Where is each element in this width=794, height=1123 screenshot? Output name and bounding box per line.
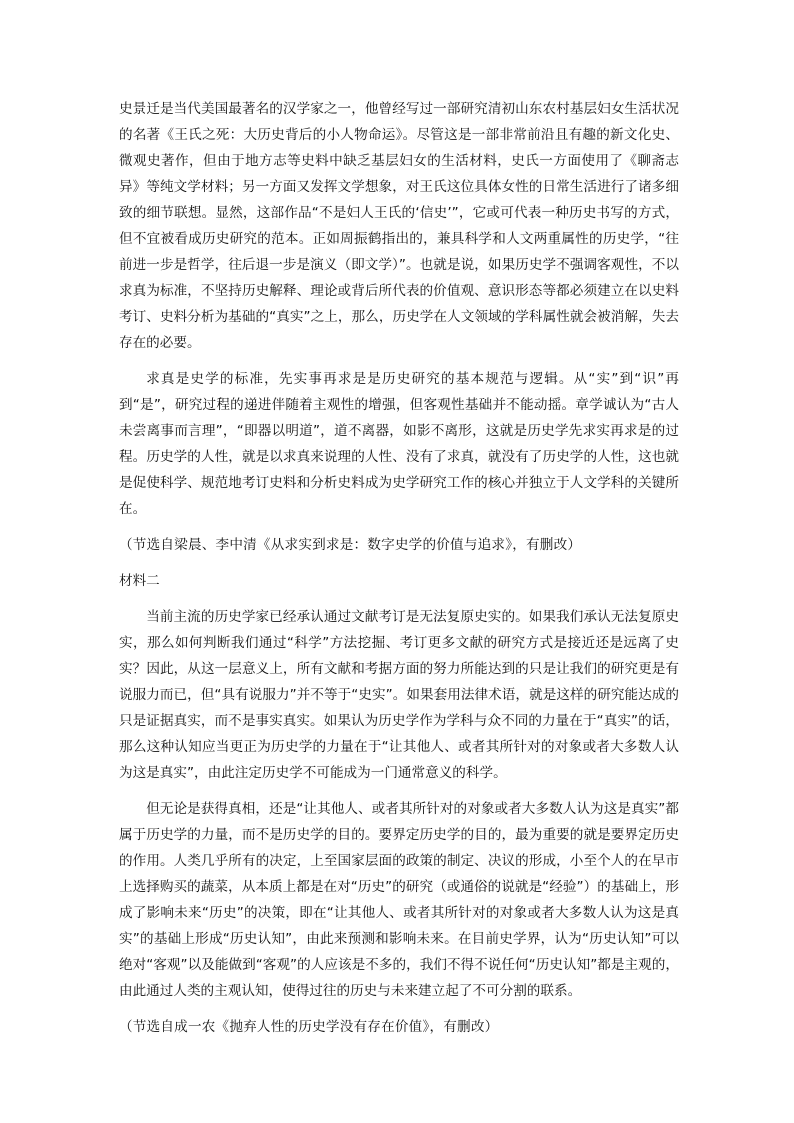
- material2-source: （节选自成一农《抛弃人性的历史学没有存在价值》，有删改）: [119, 1019, 499, 1035]
- document-page: [119, 96, 679, 1040]
- material2-heading: 材料二: [119, 573, 160, 589]
- material2-paragraph-2: 但无论是获得真相，还是“让其他人、或者其所针对的对象或者大多数人认为这是真实”都属于历史学的力量，而不是历史学的目的。要界定历史学的目的，最为重要的就是要界定历史的作用。人类几乎所有的决定，上至国家层面的政策的制定、决议的形成，小至个人的在早市上选择购买的蔬菜，从本质上都是在对“历史”的研究（或通俗的说就是“经验”）的基础上，形成了影响未来“历史”的决策，即在“让其他人、或者其所针对的对象或者大多数人认为这是真实”的基础上形成“历史认知”，由此来预测和影响未来。在目前史学界，认为“历史认知”可以绝对“客观”以及能做到“客观”的人应该是不多的，我们不得不说任何“历史认知”都是主观的，由此通过人类的主观认知，使得过往的历史与未来建立起了不可分割的联系。: [119, 801, 679, 999]
- material1-source: （节选自梁晨、李中清《从求实到求是：数字史学的价值与追求》，有删改）: [119, 537, 582, 553]
- material1-paragraph-2: 求真是史学的标准，先实事再求是是历史研究的基本规范与逻辑。从“实”到“识”再到“是”，研究过程的递进伴随着主观性的增强，但客观性基础并不能动摇。章学诚认为“古人未尝离事而言理”，“即器以明道”，道不离器，如影不离形，这就是历史学先求实再求是的过程。历史学的人性，就是以求真来说理的人性、没有了求真，就没有了历史学的人性，这也就是促使科学、规范地考订史料和分析史料成为史学研究工作的核心并独立于人文学科的关键所在。: [119, 371, 679, 517]
- material2-paragraph-1: 当前主流的历史学家已经承认通过文献考订是无法复原史实的。如果我们承认无法复原史实，那么如何判断我们通过“科学”方法挖掘、考订更多文献的研究方式是接近还是远离了史实？因此，从这一层意义上，所有文献和考据方面的努力所能达到的只是让我们的研究更是有说服力而已，但“具有说服力”并不等于“史实”。如果套用法律术语，就是这样的研究能达成的只是证据真实，而不是事实真实。如果认为历史学作为学科与众不同的力量在于“真实”的话，那么这种认知应当更正为历史学的力量在于“让其他人、或者其所针对的对象或者大多数人认为这是真实”，由此注定历史学不可能成为一门通常意义的科学。: [119, 609, 679, 781]
- material1-paragraph-1: 史景迁是当代美国最著名的汉学家之一，他曾经写过一部研究清初山东农村基层妇女生活状况的名著《王氏之死：大历史背后的小人物命运》。尽管这是一部非常前沿且有趣的新文化史、微观史著作，但由于地方志等史料中缺乏基层妇女的生活材料，史氏一方面使用了《聊斋志异》等纯文学材料；另一方面又发挥文学想象，对王氏这位具体女性的日常生活进行了诸多细致的细节联想。显然，这部作品“不是妇人王氏的‘信史’”，它或可代表一种历史书写的方式，但不宜被看成历史研究的范本。正如周振鹤指出的，兼具科学和人文两重属性的历史学，“往前进一步是哲学，往后退一步是演义（即文学）”。也就是说，如果历史学不强调客观性，不以求真为标准，不坚持历史解释、理论或背后所代表的价值观、意识形态等都必须建立在以史料考订、史料分析为基础的“真实”之上，那么，历史学在人文领域的学科属性就会被消解，失去存在的必要。: [119, 101, 679, 351]
